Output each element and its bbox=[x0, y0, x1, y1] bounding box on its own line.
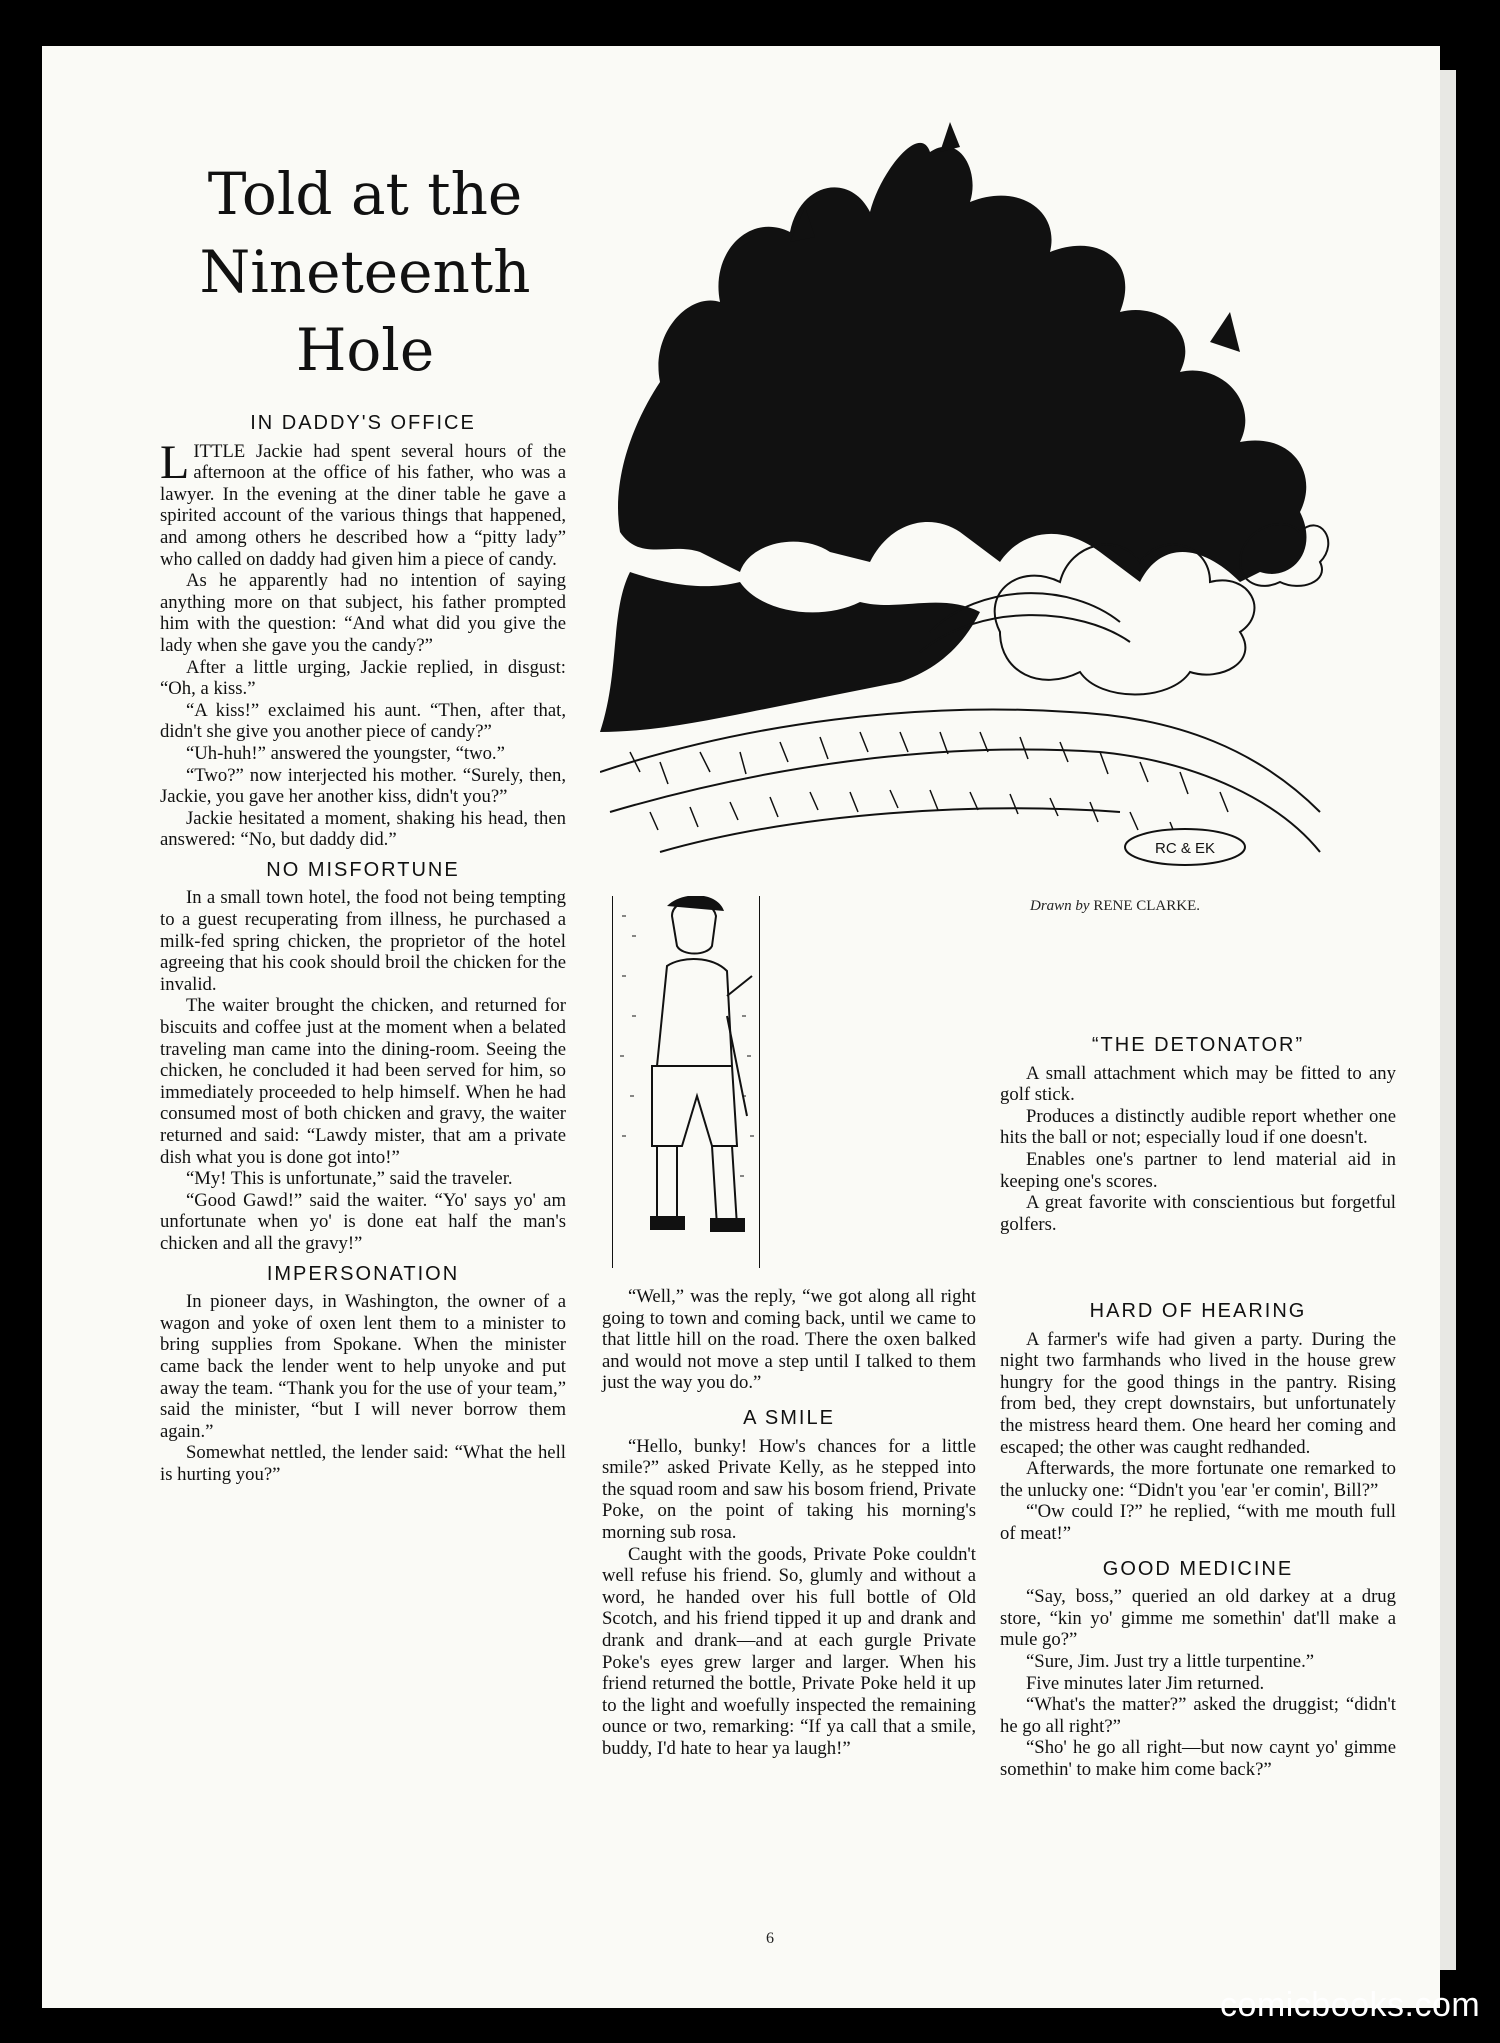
credit-artist: RENE CLARKE. bbox=[1093, 898, 1201, 914]
paragraph bbox=[160, 435, 566, 571]
paragraph: “Good Gawd!” said the waiter. “Yo' says yo' am unfortunate when yo' is done eat half the man's chicken and all the gravy!” bbox=[160, 1189, 566, 1254]
paragraph: “'Ow could I?” he replied, “with me mouth full of meat!” bbox=[1000, 1501, 1396, 1544]
paragraph: Somewhat nettled, the lender said: “What the hell is hurting you?” bbox=[160, 1442, 566, 1485]
paragraph: In a small town hotel, the food not being tempting to a guest recuperating from illness, he purchased a milk-fed spring chicken, the proprietor of the hotel agreeing that his cook should broil the chicken for the invalid. bbox=[160, 887, 566, 995]
paragraph: “Sho' he go all right—but now caynt yo' gimme somethin' to make him come back?” bbox=[1000, 1737, 1396, 1780]
drop-cap: L bbox=[160, 435, 190, 489]
section-heading: “THE DETONATOR” bbox=[1091, 1034, 1305, 1056]
section-heading: IN DADDY'S OFFICE bbox=[250, 412, 476, 434]
paragraph: “Hello, bunky! How's chances for a little smile?” asked Private Kelly, as he stepped into the squad room and saw his bosom friend, Private Poke, on the point of taking his morning's morning sub rosa. bbox=[602, 1435, 976, 1543]
paragraph: “Uh-huh!” answered the youngster, “two.” bbox=[186, 742, 505, 764]
paragraph: Five minutes later Jim returned. bbox=[1026, 1672, 1265, 1694]
column-1 bbox=[160, 404, 566, 1486]
paragraph: “Say, boss,” queried an old darkey at a drug store, “kin yo' gimme me somethin' dat'll make a mule go?” bbox=[1000, 1586, 1396, 1651]
section-heading: A SMILE bbox=[743, 1406, 835, 1429]
golfer-illustration bbox=[612, 896, 760, 1268]
paragraph: Enables one's partner to lend material aid in keeping one's scores. bbox=[1000, 1148, 1396, 1192]
trees-illustration bbox=[600, 112, 1330, 892]
paragraph: A small attachment which may be fitted to any golf stick. bbox=[1000, 1062, 1396, 1106]
site-watermark: comicbooks.com bbox=[1220, 1986, 1481, 2024]
column-3 bbox=[1000, 1026, 1396, 1235]
credit-prefix: Drawn by bbox=[1030, 898, 1090, 914]
section-heading: NO MISFORTUNE bbox=[266, 858, 460, 881]
paragraph: After a little urging, Jackie replied, in disgust: “Oh, a kiss.” bbox=[160, 656, 566, 700]
paragraph: Jackie hesitated a moment, shaking his head, then answered: “No, but daddy did.” bbox=[160, 807, 566, 851]
section-heading: IMPERSONATION bbox=[266, 1262, 460, 1285]
paragraph: “Sure, Jim. Just try a little turpentine.” bbox=[1026, 1650, 1315, 1672]
paragraph: A farmer's wife had given a party. During the night two farmhands who lived in the house grew hungry for the good things in the pantry. Rising from bed, they crept downstairs, but unfortunately the mistress heard them. One heard her coming and escaped; the other was caught redhanded. bbox=[1000, 1328, 1396, 1458]
section-heading: GOOD MEDICINE bbox=[1102, 1557, 1294, 1580]
paragraph: “Well,” was the reply, “we got along all right going to town and coming back, until we came to that little hill on the road. There the oxen balked and would not move a step until I talked to them just the way you do.” bbox=[602, 1286, 976, 1394]
paragraph: Afterwards, the more fortunate one remarked to the unlucky one: “Didn't you 'ear 'er comin', Bill?” bbox=[1000, 1458, 1396, 1501]
paragraph-text: ITTLE Jackie had spent several hours of the afternoon at the office of his father, who was a lawyer. In the evening at the diner table he gave a spirited account of the various things that happened, and among others he described how a “pitty lady” who called on daddy had given him a piece of candy. bbox=[160, 440, 566, 570]
paragraph: “Two?” now interjected his mother. “Surely, then, Jackie, you gave her another kiss, didn't you?” bbox=[160, 764, 566, 808]
paragraph: As he apparently had no intention of saying anything more on that subject, his father prompted him with the question: “And what did you give the lady when she gave you the candy?” bbox=[160, 570, 566, 656]
paragraph: A great favorite with conscientious but forgetful golfers. bbox=[1000, 1192, 1396, 1235]
column-3-lower bbox=[1000, 1292, 1396, 1780]
paragraph: In pioneer days, in Washington, the owner of a wagon and yoke of oxen lent them to a minister to bring supplies from Spokane. When the minister came back the lender went to help unyoke and put away the team. “Thank you for the use of your team,” said the minister, “but I will never borrow them again.” bbox=[160, 1291, 566, 1442]
artist-monogram: RC & EK bbox=[1154, 840, 1216, 857]
paragraph: “What's the matter?” asked the druggist; “didn't he go all right?” bbox=[1000, 1694, 1396, 1737]
paragraph: “My! This is unfortunate,” said the traveler. bbox=[186, 1168, 513, 1190]
illustration-credit bbox=[1030, 898, 1200, 915]
page-edge bbox=[1440, 70, 1456, 1970]
section-heading: HARD OF HEARING bbox=[1089, 1300, 1307, 1322]
paragraph: Caught with the goods, Private Poke couldn't well refuse his friend. So, glumly and without a word, he handed over his full bottle of Old Scotch, and his friend tipped it up and drank and drank and drank—and at each gurgle Private Poke's eyes grew larger and larger. When his friend returned the bottle, Private Poke held it up to the light and woefully inspected the remaining ounce or two, remarking: “If ya call that a smile, buddy, I'd hate to hear ya laugh!” bbox=[602, 1543, 976, 1759]
page-title: Told at the Nineteenth Hole bbox=[199, 160, 531, 384]
column-2 bbox=[602, 1286, 976, 1759]
paragraph: The waiter brought the chicken, and returned for biscuits and coffee just at the moment when a belated traveling man came into the dining-room. Seeing the chicken, he concluded it had been served for him, so immediately proceeded to help himself. When he had consumed most of both chicken and gravy, the waiter returned and said: “Lawdy mister, that am a private dish what you is done got into!” bbox=[160, 995, 566, 1168]
paragraph: Produces a distinctly audible report whether one hits the ball or not; especially loud if one doesn't. bbox=[1000, 1105, 1396, 1149]
page-number: 6 bbox=[766, 1930, 774, 1947]
paragraph: “A kiss!” exclaimed his aunt. “Then, after that, didn't she give you another piece of candy?” bbox=[160, 699, 566, 743]
